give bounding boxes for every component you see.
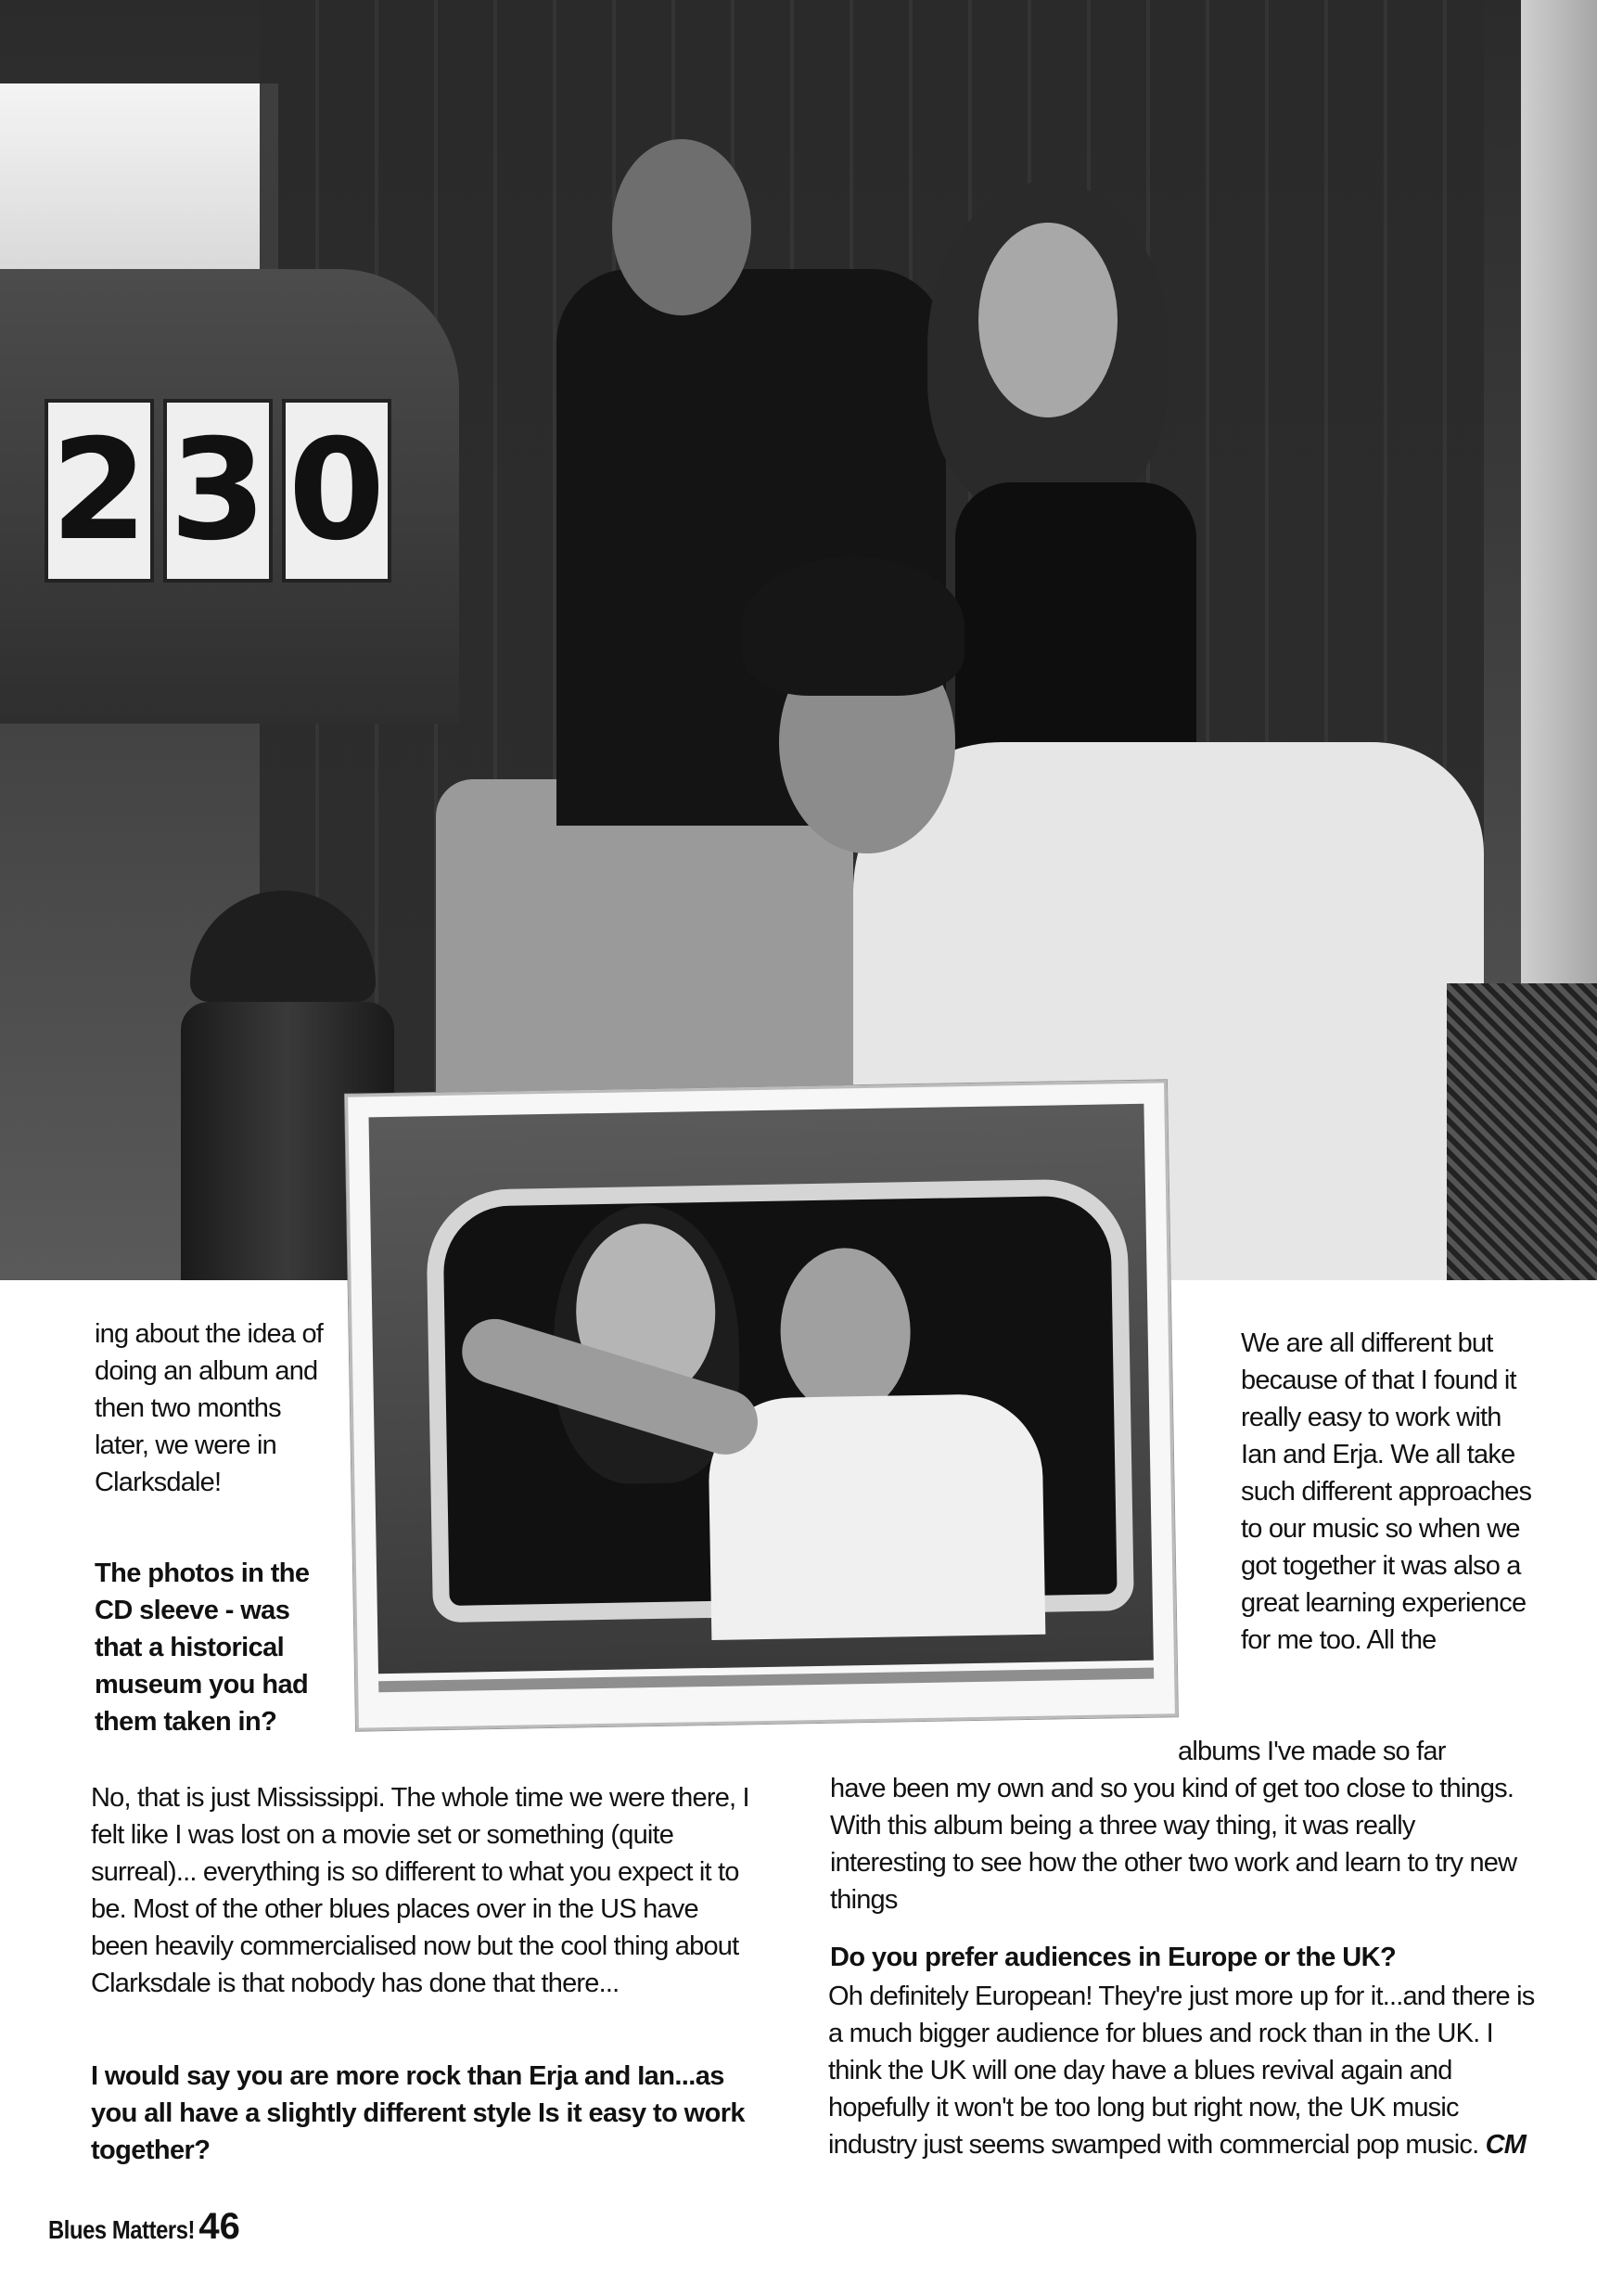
inset-photo [345,1080,1178,1730]
article-paragraph: albums I've made so far [1178,1737,1446,1766]
bench [1447,983,1597,1280]
mailbox-digit: 0 [282,399,391,583]
mailbox-digit: 3 [163,399,273,583]
person-standing-head [612,139,751,315]
interview-answer [828,1978,1542,2163]
article-paragraph: ing about the idea of doing an album and then two months later, we were in Clarksdale! [95,1319,324,1497]
author-signature: CM [1485,2130,1527,2160]
interview-question: I would say you are more rock than Erja and Ian...as you all have a slightly different style Is it easy to work together? [91,2061,745,2165]
interview-answer: No, that is just Mississippi. The whole time we were there, I felt like I was lost on a movie set or something (quite surreal)... everything is so different to what you expect it to be. Most of the other blues places over in the US have been heavily commercialised now but the cool thing about Clarksdale is that nobody has done that there... [91,1783,749,1998]
mailbox-number [45,399,391,583]
man-shirt [708,1393,1045,1640]
mailbox-digit: 2 [45,399,154,583]
magazine-name: Blues Matters! [48,2215,196,2244]
page-number: 46 [198,2206,240,2247]
woman-face [978,223,1118,417]
interview-question: Do you prefer audiences in Europe or the UK? [830,1943,1397,1972]
answer-text: Oh definitely European! They're just more up for it...and there is a much bigger audience for blues and rock than in the UK. I think the UK will one day have a blues revival again and hopefully it won't be too long but right now, the UK music industry just seems swamped with commercial pop music. [828,1982,1535,2160]
article-paragraph: We are all different but because of that I found it really easy to work with Ian and Erja. We all take such different approaches to our music so when we got together it was also a great learning experience for me too. All the [1241,1328,1532,1655]
sky-patch [0,83,278,278]
door-frame [1521,0,1597,1020]
interview-question: The photos in the CD sleeve - was that a historical museum you had them taken in? [95,1558,310,1737]
guitarist-hair [742,557,965,696]
car-body [369,1104,1154,1674]
page-footer [48,2206,266,2248]
article-paragraph: have been my own and so you kind of get too close to things. With this album being a three way thing, it was really interesting to see how the other two work and learn to try new things [830,1774,1517,1915]
